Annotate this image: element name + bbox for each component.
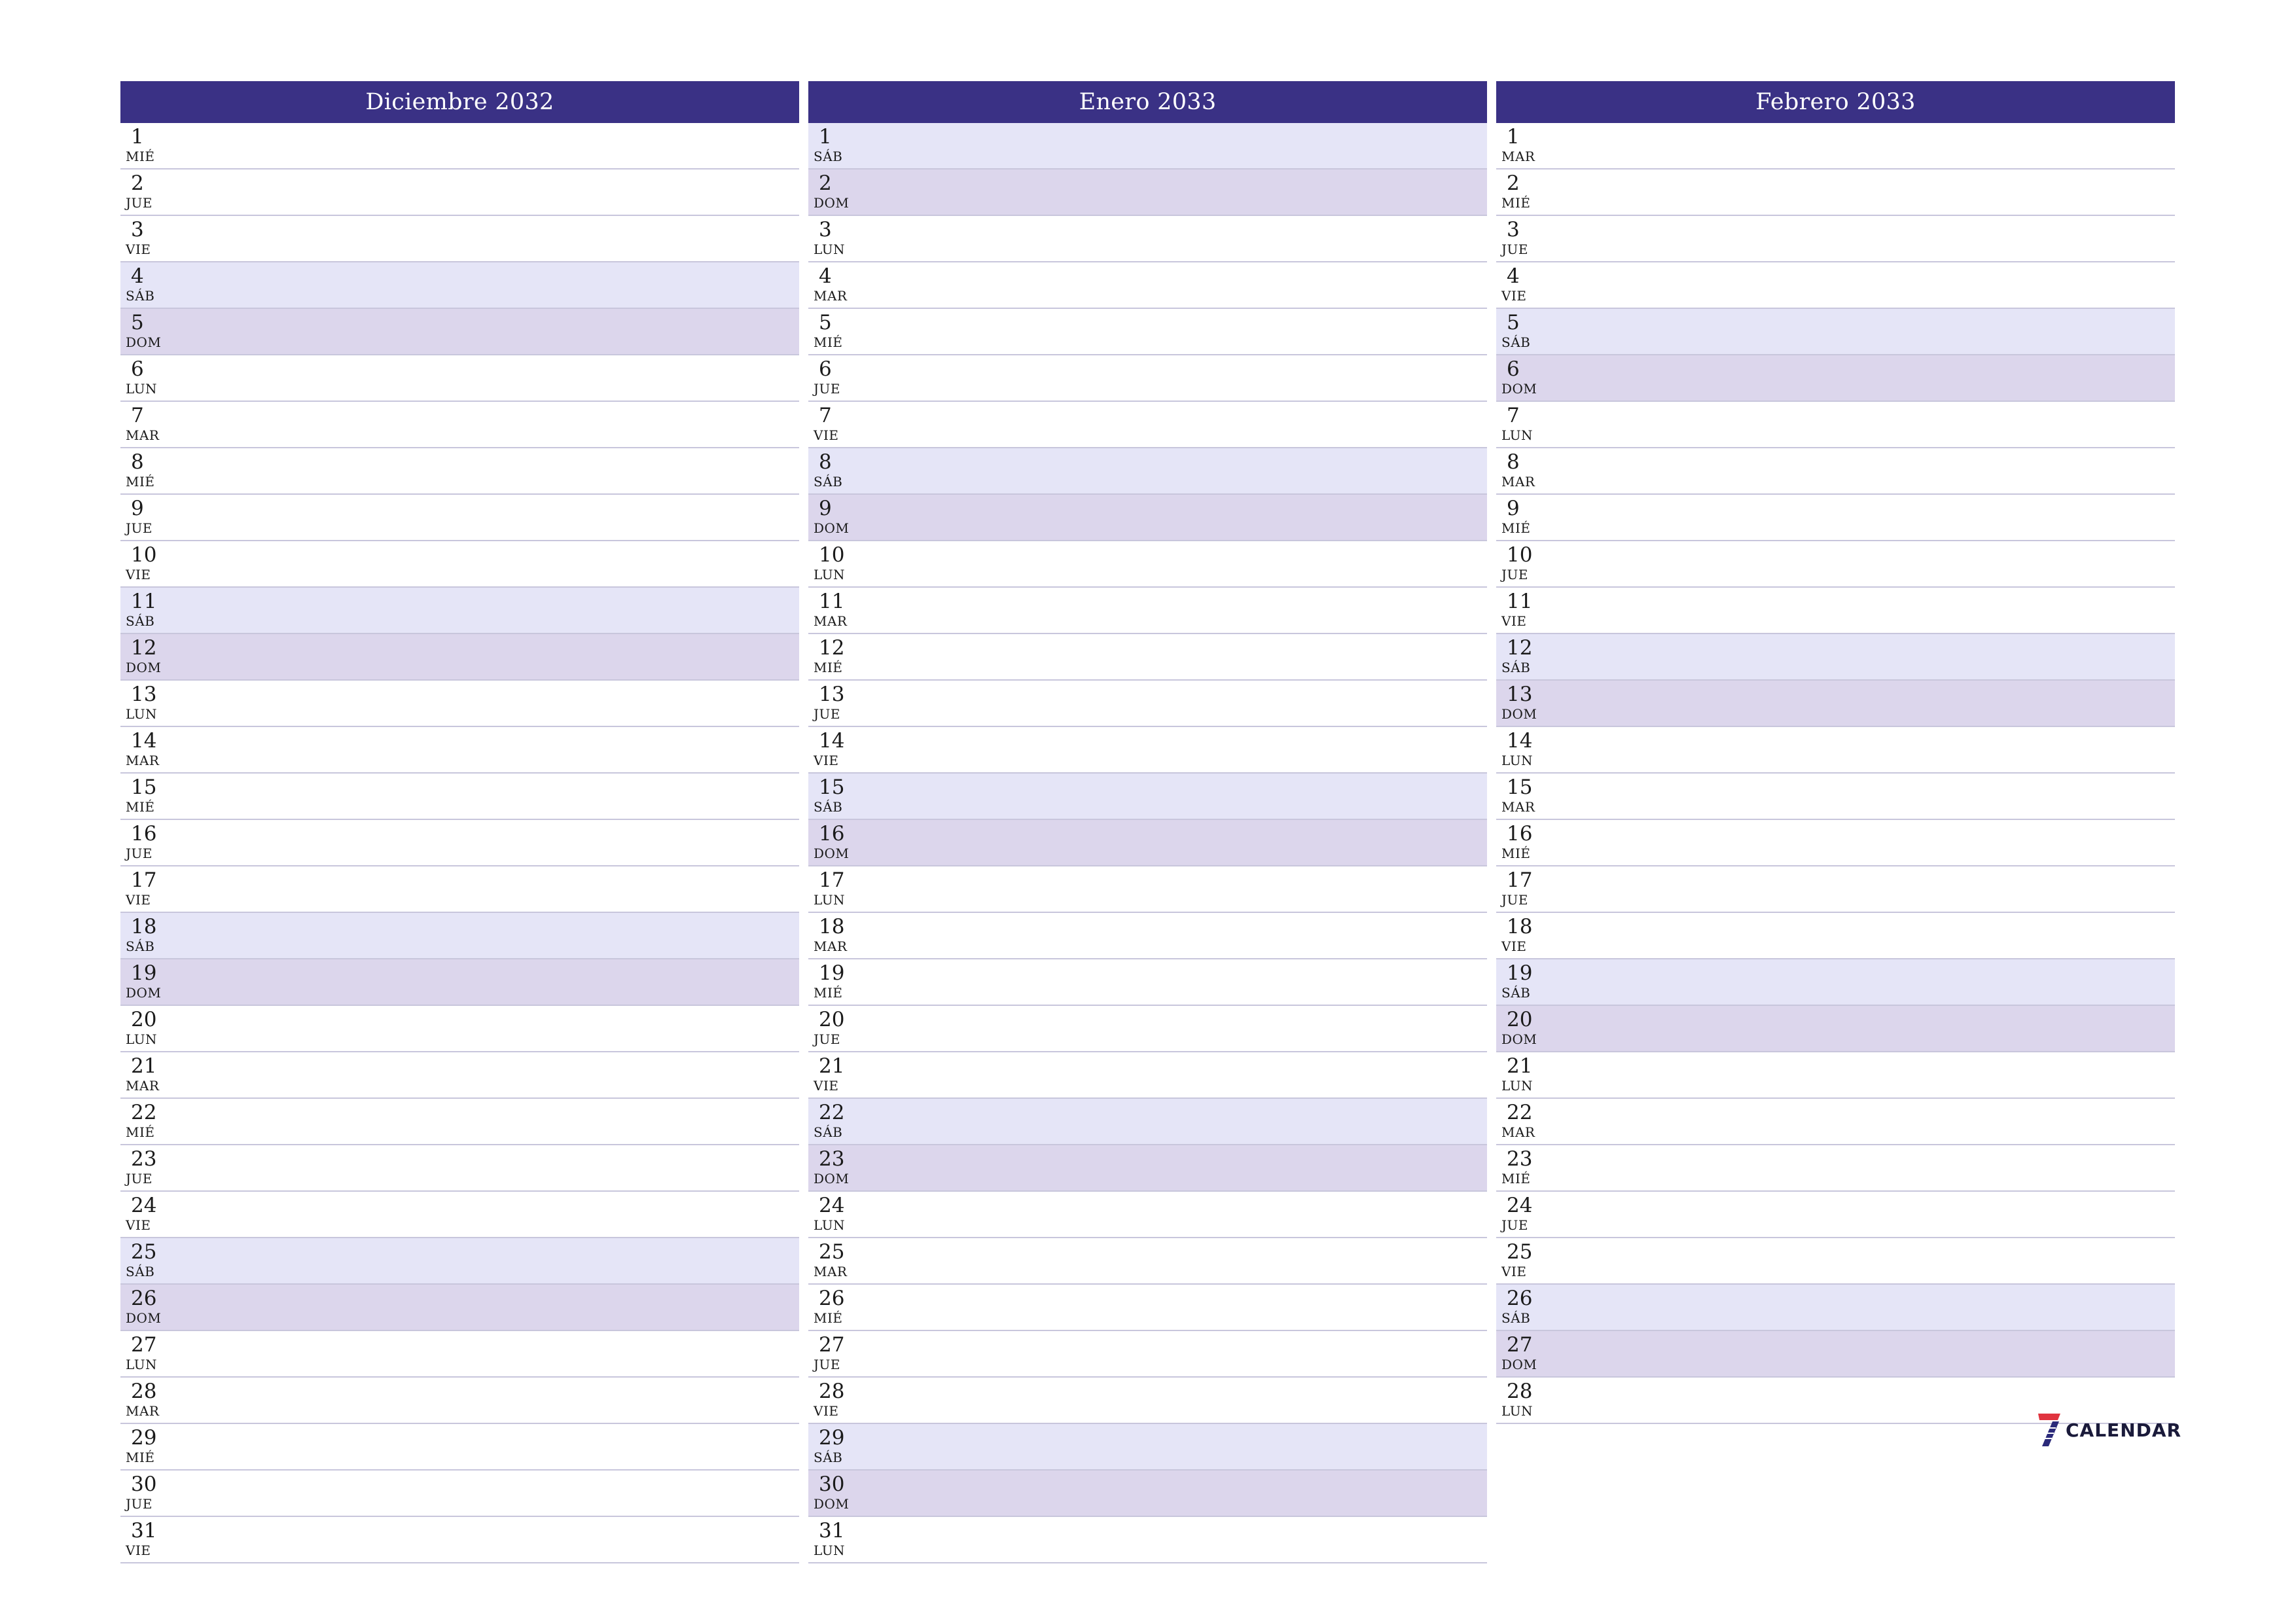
day-row — [1496, 355, 2175, 402]
weekday-label: DOM — [126, 660, 162, 675]
day-list — [120, 123, 799, 1563]
weekday-label: MIÉ — [814, 334, 843, 350]
day-row — [808, 495, 1487, 541]
weekday-label: MAR — [126, 1403, 160, 1419]
weekday-label: JUE — [814, 1357, 840, 1372]
day-number: 16 — [1507, 822, 1533, 846]
weekday-label: LUN — [1501, 427, 1534, 443]
day-number: 11 — [819, 590, 845, 613]
day-number: 1 — [819, 125, 832, 149]
day-row — [120, 1192, 799, 1238]
day-row — [1496, 774, 2175, 820]
weekday-label: MIÉ — [1501, 1171, 1531, 1186]
day-list — [1496, 123, 2175, 1424]
day-row — [1496, 634, 2175, 681]
day-number: 22 — [1507, 1101, 1533, 1124]
day-row — [1496, 495, 2175, 541]
weekday-label: MAR — [814, 288, 848, 304]
weekday-label: LUN — [126, 1357, 158, 1372]
day-row — [120, 1285, 799, 1331]
month-column — [808, 81, 1487, 1563]
day-number: 1 — [131, 125, 144, 149]
day-number: 24 — [819, 1194, 845, 1217]
day-number: 5 — [1507, 311, 1520, 334]
weekday-label: MIÉ — [126, 1450, 155, 1465]
day-row — [1496, 1331, 2175, 1378]
day-number: 1 — [1507, 125, 1520, 149]
weekday-label: LUN — [126, 706, 158, 722]
day-number: 12 — [131, 636, 157, 660]
weekday-label: DOM — [814, 1171, 850, 1186]
day-number: 14 — [131, 729, 157, 753]
day-row — [808, 959, 1487, 1006]
weekday-label: JUE — [814, 706, 840, 722]
day-row — [120, 774, 799, 820]
day-row — [120, 123, 799, 169]
day-number: 17 — [819, 868, 845, 892]
day-number: 5 — [131, 311, 144, 334]
weekday-label: MIÉ — [814, 660, 843, 675]
day-number: 15 — [819, 776, 845, 799]
weekday-label: VIE — [814, 427, 839, 443]
day-row — [808, 727, 1487, 774]
day-number: 9 — [1507, 497, 1520, 520]
month-column — [120, 81, 799, 1563]
day-row — [1496, 588, 2175, 634]
day-number: 19 — [131, 961, 157, 985]
day-row — [120, 1424, 799, 1471]
day-row — [120, 820, 799, 866]
weekday-label: DOM — [126, 1310, 162, 1326]
day-number: 2 — [819, 171, 832, 195]
weekday-label: MAR — [126, 427, 160, 443]
weekday-label: VIE — [1501, 1264, 1527, 1279]
day-number: 29 — [819, 1426, 845, 1450]
weekday-label: JUE — [1501, 241, 1528, 257]
weekday-label: MIÉ — [126, 1124, 155, 1140]
month-title: Diciembre 2032 — [120, 81, 799, 123]
day-row — [120, 1052, 799, 1099]
weekday-label: DOM — [1501, 706, 1537, 722]
weekday-label: LUN — [814, 1217, 846, 1233]
day-number: 11 — [131, 590, 157, 613]
weekday-label: MAR — [1501, 149, 1535, 164]
day-number: 7 — [131, 404, 144, 427]
day-number: 19 — [1507, 961, 1533, 985]
weekday-label: MAR — [814, 938, 848, 954]
day-row — [120, 1517, 799, 1563]
weekday-label: SÁB — [814, 149, 843, 164]
day-row — [120, 448, 799, 495]
day-row — [808, 588, 1487, 634]
day-row — [808, 1424, 1487, 1471]
weekday-label: VIE — [814, 1078, 839, 1094]
day-row — [1496, 309, 2175, 355]
day-row — [1496, 448, 2175, 495]
day-row — [808, 1145, 1487, 1192]
weekday-label: MAR — [814, 1264, 848, 1279]
weekday-label: LUN — [814, 892, 846, 908]
logo-text: CALENDAR — [2066, 1419, 2182, 1441]
day-number: 18 — [1507, 915, 1533, 938]
month-title: Enero 2033 — [808, 81, 1487, 123]
day-number: 12 — [819, 636, 845, 660]
day-number: 16 — [131, 822, 157, 846]
day-row — [120, 495, 799, 541]
day-row — [808, 1238, 1487, 1285]
weekday-label: VIE — [126, 892, 151, 908]
day-number: 6 — [131, 357, 144, 381]
weekday-label: SÁB — [814, 1124, 843, 1140]
day-number: 8 — [1507, 450, 1520, 474]
day-number: 27 — [819, 1333, 845, 1357]
day-number: 9 — [819, 497, 832, 520]
weekday-label: SÁB — [814, 1450, 843, 1465]
day-number: 20 — [819, 1008, 845, 1031]
weekday-label: SÁB — [126, 288, 155, 304]
weekday-label: MIÉ — [814, 1310, 843, 1326]
day-row — [120, 913, 799, 959]
day-row — [1496, 1099, 2175, 1145]
day-row — [808, 634, 1487, 681]
day-number: 20 — [1507, 1008, 1533, 1031]
day-row — [808, 1099, 1487, 1145]
weekday-label: MAR — [814, 613, 848, 629]
day-number: 8 — [819, 450, 832, 474]
day-row — [808, 541, 1487, 588]
day-number: 25 — [131, 1240, 157, 1264]
day-row — [120, 1006, 799, 1052]
day-number: 31 — [819, 1519, 845, 1543]
day-row — [808, 262, 1487, 309]
day-number: 18 — [131, 915, 157, 938]
day-row — [1496, 1238, 2175, 1285]
day-number: 10 — [819, 543, 845, 567]
weekday-label: DOM — [814, 520, 850, 536]
day-row — [808, 820, 1487, 866]
day-row — [808, 681, 1487, 727]
day-row — [120, 681, 799, 727]
weekday-label: SÁB — [814, 474, 843, 490]
day-row — [120, 866, 799, 913]
day-number: 27 — [131, 1333, 157, 1357]
day-row — [808, 216, 1487, 262]
day-number: 10 — [131, 543, 157, 567]
day-row — [120, 541, 799, 588]
day-number: 28 — [819, 1380, 845, 1403]
day-number: 21 — [131, 1054, 157, 1078]
day-number: 24 — [131, 1194, 157, 1217]
weekday-label: JUE — [1501, 1217, 1528, 1233]
day-row — [808, 402, 1487, 448]
day-number: 2 — [131, 171, 144, 195]
weekday-label: VIE — [1501, 613, 1527, 629]
weekday-label: SÁB — [1501, 1310, 1531, 1326]
weekday-label: SÁB — [126, 1264, 155, 1279]
day-number: 13 — [819, 683, 845, 706]
weekday-label: VIE — [814, 1403, 839, 1419]
seven-calendar-logo-icon — [2036, 1412, 2062, 1448]
weekday-label: SÁB — [126, 613, 155, 629]
day-number: 3 — [819, 218, 832, 241]
weekday-label: JUE — [126, 846, 152, 861]
day-number: 22 — [131, 1101, 157, 1124]
day-row — [120, 262, 799, 309]
day-number: 3 — [1507, 218, 1520, 241]
weekday-label: DOM — [814, 195, 850, 211]
day-number: 26 — [1507, 1287, 1533, 1310]
day-number: 27 — [1507, 1333, 1533, 1357]
weekday-label: DOM — [1501, 1357, 1537, 1372]
weekday-label: MIÉ — [1501, 520, 1531, 536]
weekday-label: JUE — [814, 1031, 840, 1047]
day-number: 3 — [131, 218, 144, 241]
day-row — [1496, 169, 2175, 216]
day-row — [1496, 541, 2175, 588]
day-row — [120, 309, 799, 355]
day-row — [808, 1517, 1487, 1563]
day-row — [808, 866, 1487, 913]
day-number: 4 — [819, 264, 832, 288]
day-row — [120, 1145, 799, 1192]
weekday-label: LUN — [814, 1543, 846, 1558]
weekday-label: MIÉ — [1501, 195, 1531, 211]
day-row — [808, 123, 1487, 169]
day-row — [808, 1052, 1487, 1099]
weekday-label: JUE — [1501, 892, 1528, 908]
day-number: 23 — [819, 1147, 845, 1171]
day-number: 20 — [131, 1008, 157, 1031]
day-row — [808, 1285, 1487, 1331]
day-number: 6 — [819, 357, 832, 381]
day-number: 24 — [1507, 1194, 1533, 1217]
day-number: 9 — [131, 497, 144, 520]
weekday-label: LUN — [1501, 753, 1534, 768]
day-row — [1496, 820, 2175, 866]
day-row — [120, 727, 799, 774]
day-number: 15 — [1507, 776, 1533, 799]
day-number: 14 — [819, 729, 845, 753]
weekday-label: MIÉ — [126, 474, 155, 490]
day-row — [120, 402, 799, 448]
day-row — [808, 355, 1487, 402]
day-row — [120, 634, 799, 681]
weekday-label: MIÉ — [814, 985, 843, 1001]
day-number: 18 — [819, 915, 845, 938]
day-number: 11 — [1507, 590, 1533, 613]
day-number: 4 — [1507, 264, 1520, 288]
day-row — [1496, 959, 2175, 1006]
day-row — [1496, 681, 2175, 727]
three-month-calendar — [120, 81, 2176, 1563]
day-row — [120, 588, 799, 634]
weekday-label: DOM — [126, 985, 162, 1001]
day-row — [120, 959, 799, 1006]
day-list — [808, 123, 1487, 1563]
day-row — [120, 169, 799, 216]
day-row — [120, 1471, 799, 1517]
day-row — [120, 355, 799, 402]
day-number: 14 — [1507, 729, 1533, 753]
day-number: 13 — [131, 683, 157, 706]
day-row — [808, 1471, 1487, 1517]
day-row — [808, 309, 1487, 355]
weekday-label: MAR — [1501, 474, 1535, 490]
weekday-label: SÁB — [814, 799, 843, 815]
day-number: 7 — [819, 404, 832, 427]
day-number: 21 — [1507, 1054, 1533, 1078]
day-row — [120, 1238, 799, 1285]
weekday-label: JUE — [1501, 567, 1528, 582]
weekday-label: MIÉ — [1501, 846, 1531, 861]
weekday-label: DOM — [126, 334, 162, 350]
day-row — [1496, 1006, 2175, 1052]
weekday-label: LUN — [814, 241, 846, 257]
weekday-label: JUE — [814, 381, 840, 397]
weekday-label: SÁB — [1501, 985, 1531, 1001]
day-row — [1496, 1192, 2175, 1238]
day-number: 8 — [131, 450, 144, 474]
day-number: 7 — [1507, 404, 1520, 427]
day-number: 30 — [131, 1472, 157, 1496]
weekday-label: MIÉ — [126, 799, 155, 815]
weekday-label: LUN — [126, 381, 158, 397]
day-row — [808, 448, 1487, 495]
day-number: 16 — [819, 822, 845, 846]
day-number: 17 — [1507, 868, 1533, 892]
weekday-label: VIE — [126, 241, 151, 257]
weekday-label: DOM — [1501, 1031, 1537, 1047]
day-number: 22 — [819, 1101, 845, 1124]
weekday-label: JUE — [126, 1496, 152, 1512]
day-number: 6 — [1507, 357, 1520, 381]
day-number: 19 — [819, 961, 845, 985]
day-number: 12 — [1507, 636, 1533, 660]
weekday-label: DOM — [814, 846, 850, 861]
day-number: 4 — [131, 264, 144, 288]
weekday-label: MAR — [1501, 799, 1535, 815]
day-number: 2 — [1507, 171, 1520, 195]
day-row — [1496, 1285, 2175, 1331]
day-row — [1496, 727, 2175, 774]
weekday-label: JUE — [126, 520, 152, 536]
weekday-label: VIE — [1501, 288, 1527, 304]
day-row — [1496, 866, 2175, 913]
weekday-label: JUE — [126, 195, 152, 211]
weekday-label: DOM — [814, 1496, 850, 1512]
weekday-label: LUN — [126, 1031, 158, 1047]
day-row — [120, 1378, 799, 1424]
weekday-label: MAR — [126, 753, 160, 768]
weekday-label: VIE — [814, 753, 839, 768]
day-row — [120, 1331, 799, 1378]
day-row — [808, 774, 1487, 820]
day-number: 10 — [1507, 543, 1533, 567]
day-row — [120, 216, 799, 262]
day-row — [120, 1099, 799, 1145]
day-row — [1496, 216, 2175, 262]
weekday-label: VIE — [1501, 938, 1527, 954]
day-number: 21 — [819, 1054, 845, 1078]
day-number: 30 — [819, 1472, 845, 1496]
weekday-label: SÁB — [1501, 660, 1531, 675]
day-number: 26 — [131, 1287, 157, 1310]
day-number: 29 — [131, 1426, 157, 1450]
weekday-label: JUE — [126, 1171, 152, 1186]
calendar-logo — [2036, 1412, 2181, 1448]
day-number: 31 — [131, 1519, 157, 1543]
day-number: 28 — [1507, 1380, 1533, 1403]
day-row — [1496, 1052, 2175, 1099]
day-row — [808, 913, 1487, 959]
day-number: 25 — [1507, 1240, 1533, 1264]
month-title: Febrero 2033 — [1496, 81, 2175, 123]
day-number: 17 — [131, 868, 157, 892]
day-row — [808, 169, 1487, 216]
day-row — [1496, 262, 2175, 309]
day-number: 23 — [1507, 1147, 1533, 1171]
day-row — [808, 1192, 1487, 1238]
weekday-label: SÁB — [1501, 334, 1531, 350]
weekday-label: SÁB — [126, 938, 155, 954]
weekday-label: DOM — [1501, 381, 1537, 397]
weekday-label: MAR — [126, 1078, 160, 1094]
day-number: 26 — [819, 1287, 845, 1310]
month-column — [1496, 81, 2175, 1563]
weekday-label: VIE — [126, 567, 151, 582]
day-number: 28 — [131, 1380, 157, 1403]
day-number: 5 — [819, 311, 832, 334]
weekday-label: LUN — [1501, 1403, 1534, 1419]
day-row — [808, 1331, 1487, 1378]
weekday-label: LUN — [1501, 1078, 1534, 1094]
day-number: 15 — [131, 776, 157, 799]
day-number: 25 — [819, 1240, 845, 1264]
day-row — [808, 1378, 1487, 1424]
weekday-label: MAR — [1501, 1124, 1535, 1140]
day-row — [1496, 913, 2175, 959]
day-row — [1496, 1145, 2175, 1192]
day-row — [1496, 402, 2175, 448]
day-row — [808, 1006, 1487, 1052]
weekday-label: VIE — [126, 1543, 151, 1558]
weekday-label: VIE — [126, 1217, 151, 1233]
day-number: 23 — [131, 1147, 157, 1171]
weekday-label: LUN — [814, 567, 846, 582]
day-number: 13 — [1507, 683, 1533, 706]
day-row — [1496, 123, 2175, 169]
weekday-label: MIÉ — [126, 149, 155, 164]
